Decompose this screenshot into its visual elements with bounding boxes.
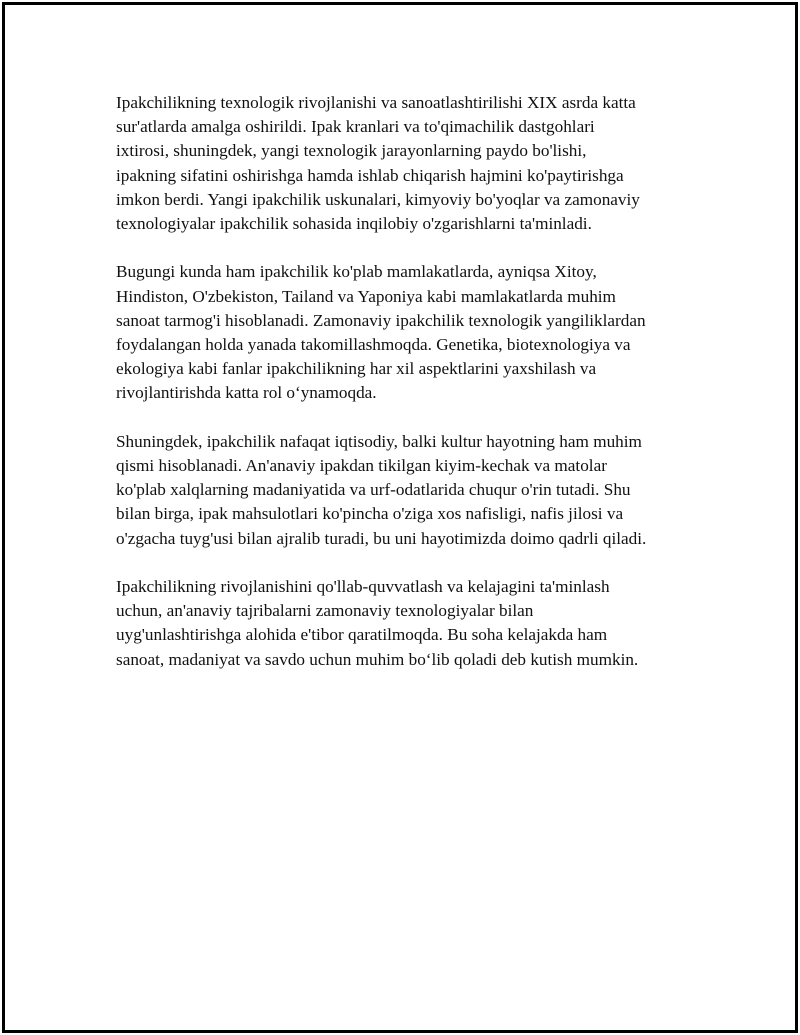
paragraph-1 bbox=[116, 91, 706, 236]
text-line: o'zgacha tuyg'usi bilan ajralib turadi, bu uni hayotimizda doimo qadrli qiladi. bbox=[116, 528, 647, 548]
text-line: Hindiston, O'zbekiston, Tailand va Yaponiya kabi mamlakatlarda muhim bbox=[116, 286, 616, 306]
text-line: ko'plab xalqlarning madaniyatida va urf-odatlarida chuqur o'rin tutadi. Shu bbox=[116, 480, 631, 500]
text-line: ixtirosi, shuningdek, yangi texnologik jarayonlarning paydo bo'lishi, bbox=[116, 141, 587, 161]
text-line: uchun, an'anaviy tajribalarni zamonaviy texnologiyalar bilan bbox=[116, 601, 534, 621]
document-body bbox=[116, 91, 706, 696]
text-line: qismi hisoblanadi. An'anaviy ipakdan tikilgan kiyim-kechak va matolar bbox=[116, 456, 607, 476]
text-line: rivojlantirishda katta rol oʻynamoqda. bbox=[116, 383, 377, 403]
text-line: ipakning sifatini oshirishga hamda ishlab chiqarish hajmini ko'paytirishga bbox=[116, 165, 624, 185]
text-line: ekologiya kabi fanlar ipakchilikning har xil aspektlarini yaxshilash va bbox=[116, 359, 597, 379]
paragraph-4 bbox=[116, 575, 706, 672]
text-line: Ipakchilikning rivojlanishini qo'llab-quvvatlash va kelajagini ta'minlash bbox=[116, 577, 610, 597]
text-line: Bugungi kunda ham ipakchilik ko'plab mamlakatlarda, ayniqsa Xitoy, bbox=[116, 262, 597, 282]
text-line: Ipakchilikning texnologik rivojlanishi va sanoatlashtirilishi XIX asrda katta bbox=[116, 93, 636, 112]
text-line: sur'atlarda amalga oshirildi. Ipak kranlari va to'qimachilik dastgohlari bbox=[116, 117, 595, 137]
text-line: sanoat tarmog'i hisoblanadi. Zamonaviy ipakchilik texnologik yangiliklardan bbox=[116, 310, 646, 330]
paragraph-3 bbox=[116, 430, 706, 551]
text-line: imkon berdi. Yangi ipakchilik uskunalari, kimyoviy bo'yoqlar va zamonaviy bbox=[116, 189, 640, 209]
text-line: texnologiyalar ipakchilik sohasida inqilobiy o'zgarishlarni ta'minladi. bbox=[116, 214, 592, 234]
text-line: foydalangan holda yanada takomillashmoqda. Genetika, biotexnologiya va bbox=[116, 335, 631, 355]
text-line: uyg'unlashtirishga alohida e'tibor qaratilmoqda. Bu soha kelajakda ham bbox=[116, 625, 608, 645]
paragraph-2 bbox=[116, 260, 706, 405]
text-line: Shuningdek, ipakchilik nafaqat iqtisodiy, balki kultur hayotning ham muhim bbox=[116, 431, 642, 451]
text-line: sanoat, madaniyat va savdo uchun muhim boʻlib qoladi deb kutish mumkin. bbox=[116, 649, 639, 669]
text-line: bilan birga, ipak mahsulotlari ko'pincha o'ziga xos nafisligi, nafis jilosi va bbox=[116, 504, 624, 524]
